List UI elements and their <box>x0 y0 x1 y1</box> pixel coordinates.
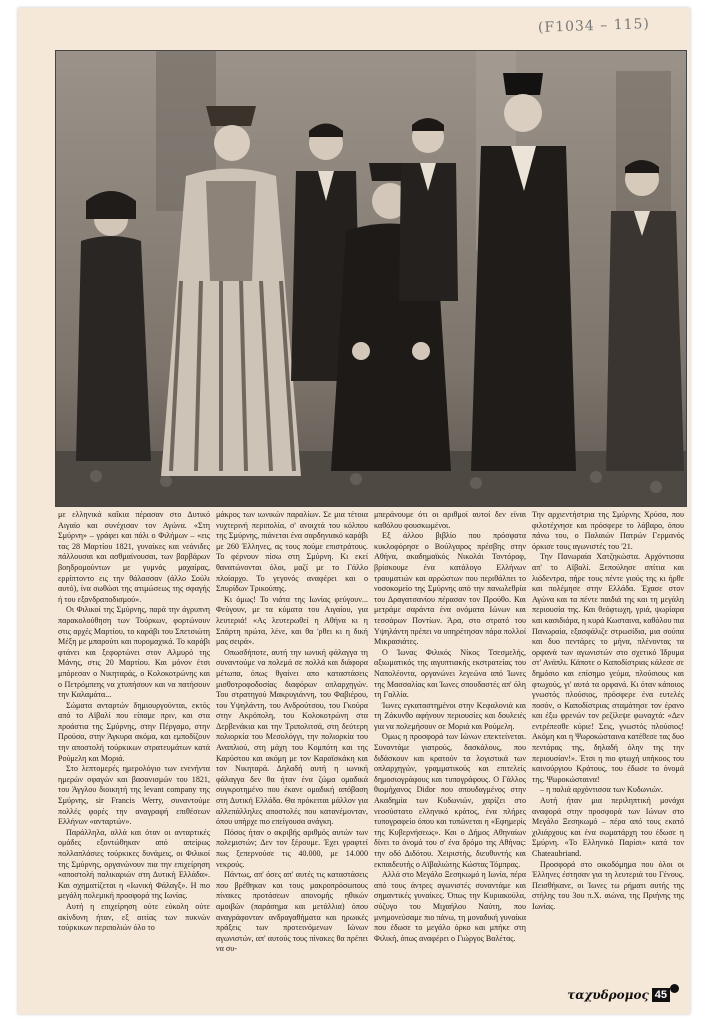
paragraph: Αυτή η επιχείρηση ούτε εύκολη ούτε ακίνδυνη ήταν, εξ αιτίας των πυκνών τούρκικων περιπολιών όλο το <box>58 901 210 933</box>
page-footer <box>567 988 670 1002</box>
end-of-article-bullet <box>670 984 679 993</box>
paragraph: Όμως η προσφορά των Ιώνων επεκτείνεται. Συναντάμε γιατρούς, δασκάλους, που διδάσκουν και κρατούν τα λογιστικά των οπλαρχηγών, γραμματικούς και επιτελείς δημοσιογράφους και τυπογράφους. Ο Γάλλος θιομήχανος Didor που σπουδαγμένος στην Ακαδημία των Κυδωνιών, χαρίζει στο νεοσύστατο ελληνικό κράτος, ένα πλήρες τυπογραφείο όπου και τυπώνεται η «Εφημερίς της Κυβερνήσεως». Και ο Δήμος Αθηναίων δίνει το όνομά του σ' ένα δρόμο της Αθήνας: την οδό Διδότου. Χειριστής, διευθυντής και εκπαιδευτής ο Αϊβαλιώτης Κώστας Τόμπρας. <box>374 732 526 869</box>
magazine-page <box>18 8 690 1014</box>
paragraph: Πάντως, απ' όσες απ' αυτές τις καταστάσεις που βρέθηκαν και τους μακροπρόσωπους πίνακες προτάσεων απονομής ηθικών αμοιβών (παράσημα και μετάλλια) όπου αναγράφονταν ανδραγαθήματα και ηρωικές πράξεις των προτεινόμενων Ιώνων αγωνιστών, απ' αυτούς τους πίνακες θα πρέπει να συ- <box>216 870 368 954</box>
article-column-2 <box>216 510 368 994</box>
paragraph: μάκρος των ιωνικών παραλίων. Σε μια τέτοια νυχτερινή περιπολία, σ' ανοιχτά του κόλπου της Σμύρνης, πιάνεται ένα σαρδηνιακό καράβι με 260 Έλληνες, ας τους πούμε επιστράτους. Το φέρνουν πίσω στη Σμύρνη. Κι εκεί θανατώνονται όλοι, μαζί με το Γάλλο πλοίαρχο. Το γεγονός αναφέρει και ο Σπυρίδων Τρικούπης. <box>216 510 368 594</box>
page-number: 45 <box>652 988 670 1002</box>
paragraph: Προσφορά στο οικοδόμημα που όλοι οι Έλληνες έστησαν για τη λευτεριά του Γένους. Πεισθήκανε, οι Ίωνες τω ρήματι αυτής της στήλης του 3ου π.Χ. αιώνα, της Πριήνης της Ιωνίας. <box>532 859 684 911</box>
paragraph: Αλλά στο Μεγάλο Ξεσηκωμό η Ιωνία, πέρα από τους άντρες αγωνιστές συναντάμε και σημαντικές γυναίκες. Όπως την Κυριακούλα, σύζυγο του Μιχαήλου Ναύτη, που μνημονεύσαμε πιο πάνω, τη μοναδική γυναίκα που έδωσε το μεγάλο όρκο και μπήκε στη Φιλική, όπως αναφέρει ο Γιώργος Βαλέτας. <box>374 870 526 943</box>
paragraph: Εξ άλλου βιβλίο που πρόσφατα κυκλοφόρησε ο Βούλγαρος πρέσβης στην Αθήνα, ακαδημαϊκός Νικολάι Τοντόροφ, βρίσκουμε ένα κατάλογο Ελλήνων τραυματιών και αρρώστων που περιθάλπει το νοσοκομείο της Σμύρνης από την πανωλεθρία του Δραγατσανίου πέρασαν τον Προύθο. Και μετράμε σαράντα ένα ονόματα Ιώνων και τεσσάρων Ποντίων. Άρα, στο στρατό του Υψηλάντη πρέπει να υπηρέτησαν πάρα πολλοί Μικρασιάτες. <box>374 531 526 647</box>
paragraph: Στο λεπτομερές ημερολόγιο των ενενήντα ημερών σφαγών και βασανισμών του 1821, του Άγγλου διοικητή της levant company της Σμύρνης, sir Francis Werry, συναντούμε πολλές φορές την αναγραφή επιθέσεων Ελλήνων «ανταρτών». <box>58 764 210 827</box>
article-column-1 <box>58 510 210 994</box>
article-body <box>58 510 684 996</box>
paragraph: Κι όμως! Το νιάτα της Ιωνίας φεύγουν... Φεύγουν, με τα κύματα του Αιγαίου, για λευτεριά! «Ας λευτερωθεί η Αθήνα κι η Σπάρτη πρώτα, λένε, και θα 'ρθει κι η δική μας σειρά». <box>216 594 368 647</box>
photograph-illustration <box>56 51 686 506</box>
paragraph: Αυτή ήταν μια περιληπτική μονάχα αναφορά στην προσφορά των Ιώνων στο Μεγάλο Ξεσηκωμό – πέρα από τους εκατό χιλιάρχους και ένα σωματάρχη του έδωσε η Σμύρνη. «Το Ελληνικό Παρίσι» κατά τον Chateaubriand. <box>532 796 684 858</box>
paragraph: με ελληνικά καΐκια πέρασαν στο Δυτικό Αιγαίο και συνέχισαν τον Αγώνα. «Στη Σμύρνη» – γράφει και πάλι ο Φιλήμων – «εις τας 28 Μαρτίου 1821, γυναίκες και νεάνιδες πάλλουσαι και ασθμαίνουσαι, των βαρβάρων βοηδρομούντων με γυμνάς μαχαίρας, ερρίπτοντο εις την θάλασσαν (άλλο Σούλι αυτό), ίνα σωθώσι της ατιμώσεως της σφαγής ή του εξανδραποδισμού». <box>58 510 210 604</box>
paragraph: Πόσος ήταν ο ακριβής αριθμός αυτών των πολεμιστών; Δεν τον ξέρουμε. Έχει γραφτεί πως ξεπερνούσε τις 40.000, με 14.000 νεκρούς. <box>216 827 368 869</box>
paragraph: Οπωσδήποτε, αυτή την ιωνική φάλαγγα τη συναντούμε να πολεμά σε πολλά και διάφορα μέτωπα, όπως θγαίνει απο καταστάσεις μισθοτροφοδοσίας διαφόρων οπλαρχηγών. Του στρατηγού Μακρυγιάννη, του Φαβιέρου, του Υψηλάντη, του Ανδρούτσου, του Γκούρα στην Ακρόπολη, του Κολοκοτρώνη στα Δερβενάκια και την Τριπολιτσά, στη δεύτερη πολιορκία του Μεσολόγγι, την πολιορκία του Αναπλιού, στη μάχη του Κομπότη και της Καρύστου και ακόμη με τον Καραϊσκάκη και τον Νικηταρά. Δηλαδή αυτή η ιωνική φάλαγγα δεν θα ήταν ένα ζώμα ομαδικά συγκροτημένο που έκανε ομαδική απόβαση στη Δυτική Ελλάδα. Θα πρόκειται μάλλον για αλλεπάλληλες αποστολές που κατανέμονταν, όπου υπήρχε πιο επείγουσα ανάγκη. <box>216 647 368 827</box>
article-column-4 <box>532 510 684 994</box>
paragraph: Την Πανωραία Χατζηκώστα. Αρχόντισσα απ' το Αϊβαλί. Ξεπούλησε σπίτια και λιόδεντρα, πήρε τους πέντε γιούς της κι ήρθε και πολέμησε στην Ελλάδα. Έχασε στον Αγώνα και τα πέντε παιδιά της και τη μεγάλη περιουσία της. Και θεόφτωχη, γριά, ψωρίαρα και κασιδιάρα, η κυρά Κωσταινα, καθόλου πια Πανωραία, εξασφάλιζε στρωσίδια, μια σούπα και δυο πεντάρες το μήνα, πλένοντας τα ορφανά των αγωνιστών στο σχετικό Ίδρυμα στ' Ανάπλι. Κάποτε ο Καποδίστριας κάλεσε σε δημόσιο και επίσημο γεύμα, πλούσιους και φτωχούς, γι' αυτά τα ορφανά. Κι όταν κάποιος γνωστός πλούσιος, πρόσφερε ένα ευτελές ποσόν, ο Καποδίστριας σταμάτησε τον έρανο και έξω φρενών τον ρεζίλεψε φωναχτά: «Δεν εντρέπεσθε κύριε! Σεις, γνωστός πλούσιος! Ακόμη και η Ψωροκώσταινα κατέθεσε τας δυο πεντάρας της, δηλαδή όλην της την περιουσίαν!». Έτσι η πιο φτωχή υπήκοος του καινούργιου Κράτους, του έδωσε το όνομά της. Ψωροκώσταινα! <box>532 552 684 784</box>
paragraph: Οι Φιλικοί της Σμύρνης, παρά την άγρυπνη παρακολούθηση των Τούρκων, φορτώνουν στις αρχές Μαρτίου, το καράβι του Σπετσιώτη Μέξη με μπαρούτι και πυρομαχικά. Το καράβι φτάνει και ξεφορτώνει στον Αλμυρό της Μάνης, στις 20 Μαρτίου. Και μόνον έτσι μπόρεσαν ο Νικηταράς, ο Κολοκοτρώνης και ο Πετρόμπεης να χτυπήσουν και να πατήσουν την Καλαμάτα... <box>58 605 210 700</box>
paragraph: Σώματα ανταρτών δημιουργούνται, εκτός από το Αϊβαλί που είπαμε πριν, και στα προάστια της Σμύρνης, στην Πέργαμο, στην Προύσα, στην Άγκυρα ακόμα, και εμποδίζουν την αποστολή τούρκικων στρατευμάτων κατά Ρούμελη και Μοριά. <box>58 700 210 763</box>
paragraph: Παράλληλα, αλλά και όταν οι ανταρτικές ομάδες εξοντώθηκαν από απείρως πολλαπλάσιες τούρκικες δυνάμεις, οι Φιλικοί της Σμύρνης, οργανώνουν πια την επιχείρηση «αποστολή παλικαριών στη Δυτική Ελλάδα». Και σχηματίζεται η «Ιωνική Φάλαγξ». Η πιο μεγάλη πολεμική προσφορά της Ιωνίας. <box>58 827 210 901</box>
archive-reference-mark: (F1034 – 115) <box>537 16 651 36</box>
paragraph: – η παλιά αρχόντισσα των Κυδωνιών. <box>540 785 663 795</box>
paragraph: Την αρχιεντήστρια της Σμύρνης Χρύσα, που φιλοτέχνησε και πρόσφερε το λάβαρο, όπου πάνω του, ο Παλαιών Πατρών Γερμανός όρκισε τους αγωνιστές του '21. <box>532 510 684 551</box>
paragraph: Ίωνες εγκαταστημένοι στην Κεφαλονιά και τη Ζάκυνθο αφήνουν περιουσίες και δουλειές για να πολεμήσουν σε Μοριά και Ρούμελη. <box>374 700 526 731</box>
paragraph: Ο Ίωνας Φιλικός Νίκος Τσεσμελής, αξιωματικός της αιγυπτιακής εκστρατείας του Ναπολέοντα, οργανώνει λεγεώνα από Ίωνες της Μασσαλίας και Ίωνες σπουδαστές απ' όλη τη Γαλλία. <box>374 647 526 700</box>
historical-group-photograph <box>55 50 687 507</box>
paragraph: μπεράνουμε ότι οι αριθμοί αυτοί δεν είναι καθόλου φουσκωμένοι. <box>374 510 526 530</box>
magazine-name: ταχυδρομος <box>567 988 649 1002</box>
article-column-3 <box>374 510 526 994</box>
